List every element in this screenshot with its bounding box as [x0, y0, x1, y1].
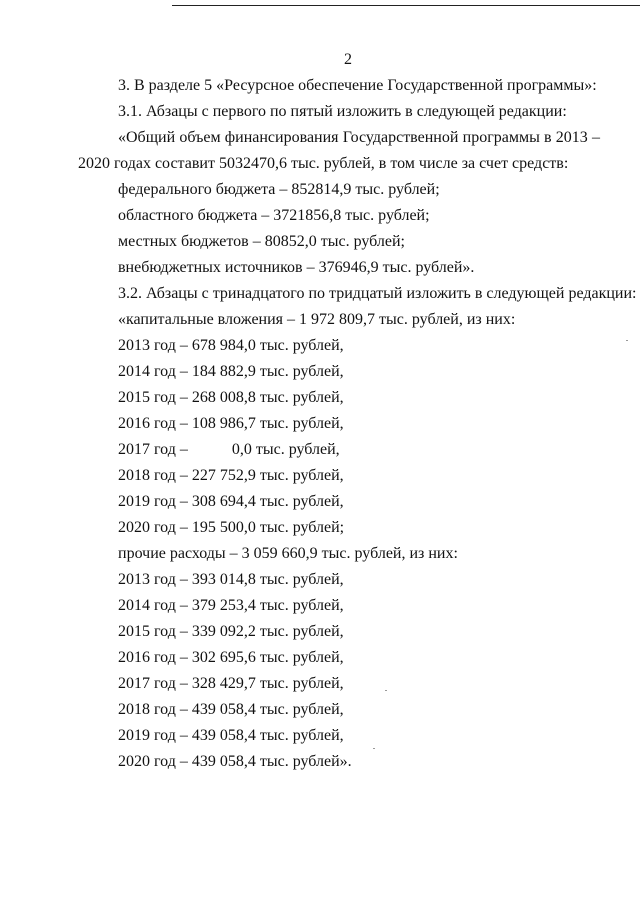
capital-year-line [78, 437, 600, 463]
other-year-line: 2015 год – 339 092,2 тыс. рублей, [118, 623, 344, 640]
other-year-line: 2016 год – 302 695,6 тыс. рублей, [118, 649, 344, 666]
federal-budget: федерального бюджета – 852814,9 тыс. рублей; [118, 181, 440, 198]
capital-year-line: 2013 год – 678 984,0 тыс. рублей, [118, 337, 344, 354]
other-expenses: прочие расходы – 3 059 660,9 тыс. рублей, из них: [118, 545, 458, 562]
total-funding-paragraph: «Общий объем финансирования Государственной программы в 2013 – 2020 годах составит 5032470,6 тыс. рублей, в том числе за счет средств: [78, 129, 600, 172]
off-budget-sources: внебюджетных источников – 376946,9 тыс. рублей». [118, 259, 475, 276]
section-heading: 3. В разделе 5 «Ресурсное обеспечение Государственной программы»: [118, 77, 597, 94]
year-label: 2017 год – [118, 441, 188, 458]
scan-speck [626, 340, 628, 341]
year-amount: 0,0 тыс. рублей, [231, 441, 340, 458]
other-year-line: 2017 год – 328 429,7 тыс. рублей, [118, 675, 344, 692]
capital-year-line: 2019 год – 308 694,4 тыс. рублей, [118, 493, 344, 510]
capital-year-line: 2016 год – 108 986,7 тыс. рублей, [118, 415, 344, 432]
capital-year-line: 2020 год – 195 500,0 тыс. рублей; [118, 519, 345, 536]
local-budgets: местных бюджетов – 80852,0 тыс. рублей; [118, 233, 405, 250]
subsection-3-1: 3.1. Абзацы с первого по пятый изложить в следующей редакции: [118, 103, 567, 120]
subsection-3-2: 3.2. Абзацы с тринадцатого по тридцатый изложить в следующей редакции: [118, 285, 637, 302]
other-year-line: 2018 год – 439 058,4 тыс. рублей, [118, 701, 344, 718]
other-year-line: 2014 год – 379 253,4 тыс. рублей, [118, 597, 344, 614]
capital-year-line: 2018 год – 227 752,9 тыс. рублей, [118, 467, 344, 484]
regional-budget: областного бюджета – 3721856,8 тыс. рублей; [118, 207, 430, 224]
other-year-line: 2013 год – 393 014,8 тыс. рублей, [118, 571, 344, 588]
capital-year-line: 2015 год – 268 008,8 тыс. рублей, [118, 389, 344, 406]
capital-year-line: 2014 год – 184 882,9 тыс. рублей, [118, 363, 344, 380]
capital-investments: «капитальные вложения – 1 972 809,7 тыс. рублей, из них: [118, 311, 516, 328]
top-rule [172, 5, 640, 6]
other-year-line: 2020 год – 439 058,4 тыс. рублей». [118, 753, 352, 770]
page-number: 2 [344, 51, 352, 68]
document-page [78, 47, 637, 775]
other-year-line: 2019 год – 439 058,4 тыс. рублей, [118, 727, 344, 744]
